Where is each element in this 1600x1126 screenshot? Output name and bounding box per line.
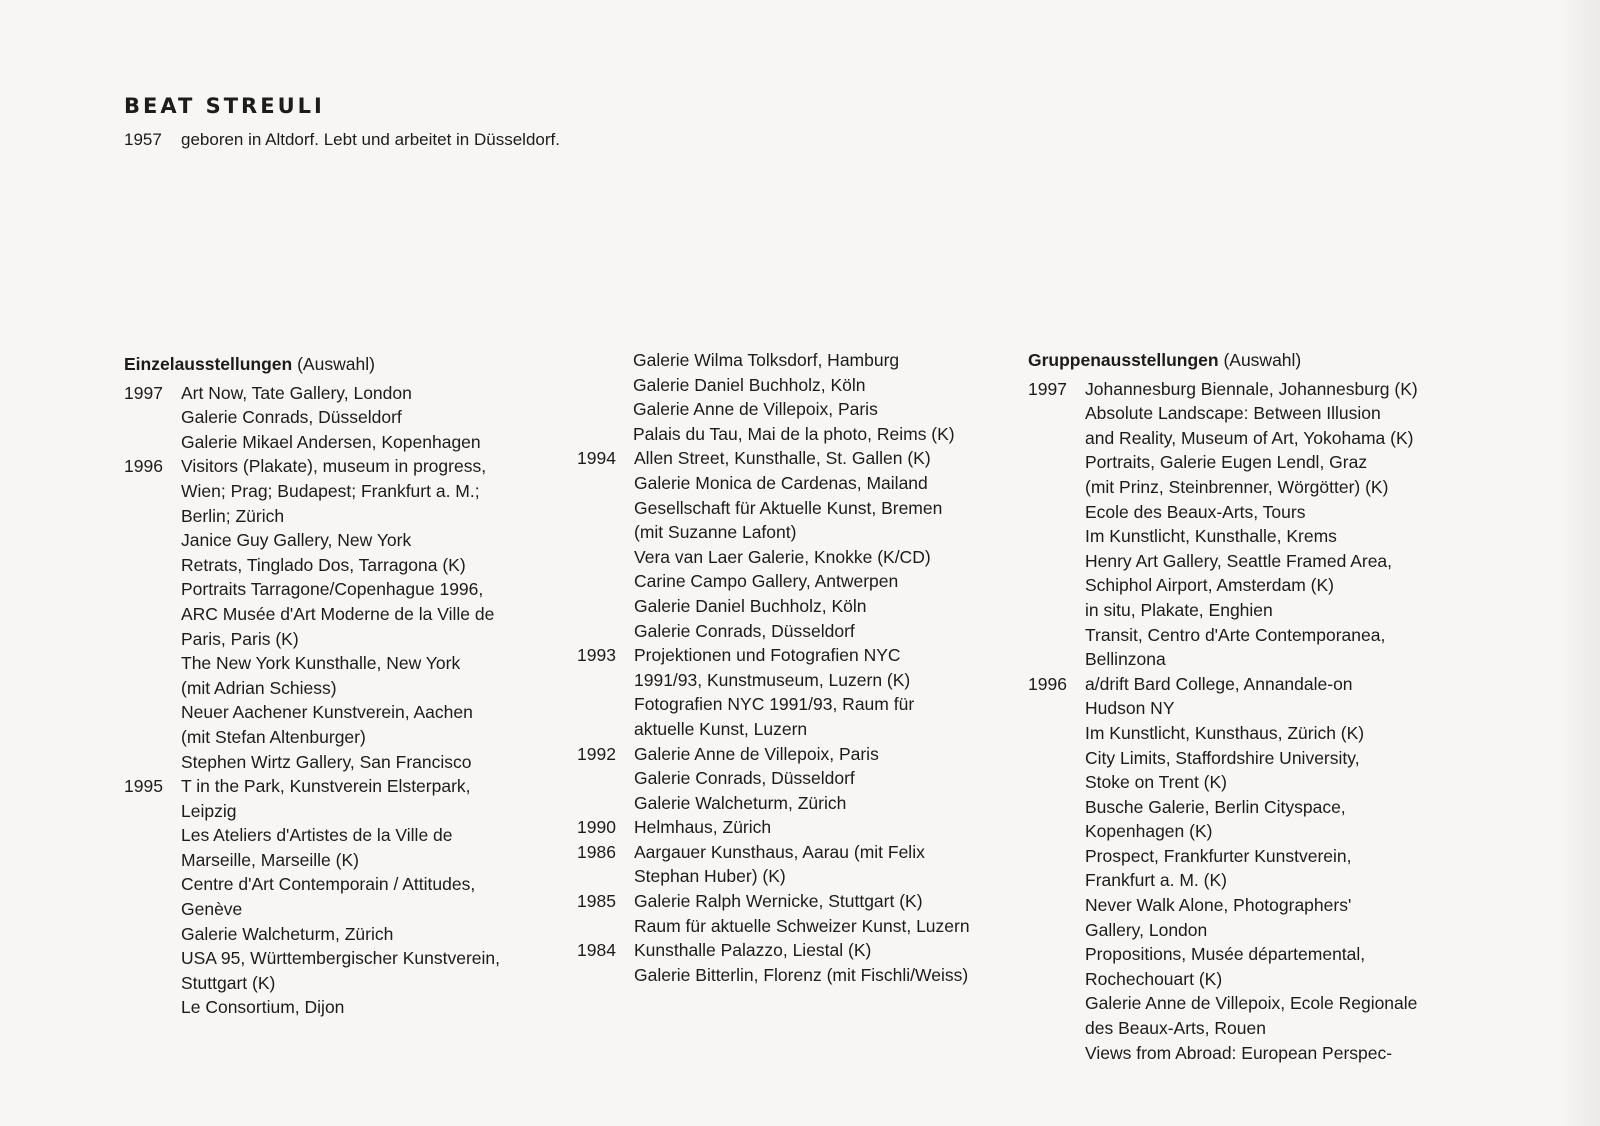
exhibition-year-entry bbox=[124, 774, 564, 1020]
exhibition-item: des Beaux-Arts, Rouen bbox=[1085, 1018, 1266, 1039]
exhibition-year-entry bbox=[577, 643, 1017, 741]
exhibition-item: Galerie Conrads, Düsseldorf bbox=[181, 407, 402, 428]
exhibition-item: 1991/93, Kunstmuseum, Luzern (K) bbox=[634, 669, 911, 690]
entry-items bbox=[634, 840, 1017, 889]
exhibition-item: Galerie Monica de Cardenas, Mailand bbox=[634, 472, 928, 493]
exhibition-item: Raum für aktuelle Schweizer Kunst, Luzern bbox=[634, 915, 970, 936]
exhibition-item: Aargauer Kunsthaus, Aarau (mit Felix bbox=[634, 841, 925, 862]
exhibition-item: and Reality, Museum of Art, Yokohama (K) bbox=[1085, 427, 1414, 448]
entry-year: 1986 bbox=[577, 841, 616, 862]
exhibition-item: in situ, Plakate, Enghien bbox=[1085, 599, 1273, 620]
entry-items bbox=[634, 889, 1017, 938]
exhibition-item: Kopenhagen (K) bbox=[1085, 821, 1213, 842]
exhibition-item: Genève bbox=[181, 899, 243, 920]
exhibition-item: Marseille, Marseille (K) bbox=[181, 849, 359, 870]
exhibition-item: Portraits Tarragone/Copenhague 1996, bbox=[181, 579, 484, 600]
exhibition-item: Galerie Anne de Villepoix, Ecole Regionale bbox=[1085, 993, 1418, 1014]
exhibition-item: Portraits, Galerie Eugen Lendl, Graz bbox=[1085, 452, 1368, 473]
exhibition-item: Carine Campo Gallery, Antwerpen bbox=[634, 571, 899, 592]
exhibition-item: Prospect, Frankfurter Kunstverein, bbox=[1085, 845, 1352, 866]
exhibition-item: (mit Adrian Schiess) bbox=[181, 677, 337, 698]
exhibition-item: Paris, Paris (K) bbox=[181, 628, 299, 649]
solo-list bbox=[124, 381, 564, 1020]
entry-items bbox=[1085, 377, 1478, 672]
entry-items bbox=[634, 938, 1017, 987]
exhibition-item: Kunsthalle Palazzo, Liestal (K) bbox=[634, 940, 872, 961]
exhibition-item: Johannesburg Biennale, Johannesburg (K) bbox=[1085, 378, 1418, 399]
exhibition-item: Busche Galerie, Berlin Cityspace, bbox=[1085, 796, 1346, 817]
entry-items bbox=[181, 381, 564, 455]
exhibition-item: Henry Art Gallery, Seattle Framed Area, bbox=[1085, 550, 1393, 571]
exhibition-item: Retrats, Tinglado Dos, Tarragona (K) bbox=[181, 554, 466, 575]
exhibition-year-entry bbox=[1028, 377, 1478, 672]
exhibition-item: Palais du Tau, Mai de la photo, Reims (K) bbox=[633, 423, 955, 444]
bio-year: 1957 bbox=[124, 130, 162, 149]
exhibition-year-entry bbox=[1028, 672, 1478, 1066]
exhibition-item: The New York Kunsthalle, New York bbox=[181, 653, 461, 674]
exhibition-item: (mit Suzanne Lafont) bbox=[634, 522, 797, 543]
exhibition-item: Leipzig bbox=[181, 800, 237, 821]
entry-year: 1985 bbox=[577, 891, 616, 912]
exhibition-item: T in the Park, Kunstverein Elsterpark, bbox=[181, 776, 471, 797]
exhibition-item: Galerie Walcheturm, Zürich bbox=[181, 923, 394, 944]
exhibition-year-entry bbox=[577, 742, 1017, 816]
exhibition-item: Galerie Conrads, Düsseldorf bbox=[634, 620, 855, 641]
entry-items bbox=[634, 643, 1017, 741]
exhibition-item: Frankfurt a. M. (K) bbox=[1085, 870, 1227, 891]
bio-line bbox=[124, 130, 560, 150]
exhibition-item: (mit Stefan Altenburger) bbox=[181, 726, 366, 747]
solo-continued-items bbox=[577, 348, 1017, 446]
group-list bbox=[1028, 377, 1478, 1066]
entry-year: 1994 bbox=[577, 448, 616, 469]
entry-year: 1992 bbox=[577, 743, 616, 764]
exhibition-item: Propositions, Musée départemental, bbox=[1085, 944, 1366, 965]
exhibition-item: (mit Prinz, Steinbrenner, Wörgötter) (K) bbox=[1085, 476, 1389, 497]
exhibition-item: Galerie Wilma Tolksdorf, Hamburg bbox=[633, 350, 900, 370]
exhibition-item: Berlin; Zürich bbox=[181, 505, 285, 526]
exhibition-item: Galerie Conrads, Düsseldorf bbox=[634, 768, 855, 789]
exhibition-item: Galerie Anne de Villepoix, Paris bbox=[633, 399, 878, 420]
exhibition-item: Allen Street, Kunsthalle, St. Gallen (K) bbox=[634, 448, 931, 469]
exhibition-year-entry bbox=[577, 938, 1017, 987]
entry-year: 1990 bbox=[577, 817, 616, 838]
exhibition-item: Ecole des Beaux-Arts, Tours bbox=[1085, 501, 1306, 522]
exhibition-item: Le Consortium, Dijon bbox=[181, 997, 345, 1018]
exhibition-item: Galerie Ralph Wernicke, Stuttgart (K) bbox=[634, 891, 923, 912]
exhibition-item: Bellinzona bbox=[1085, 649, 1166, 670]
exhibition-item: Im Kunstlicht, Kunsthalle, Krems bbox=[1085, 526, 1337, 547]
exhibition-item: City Limits, Staffordshire University, bbox=[1085, 747, 1360, 768]
exhibition-item: Transit, Centro d'Arte Contemporanea, bbox=[1085, 624, 1386, 645]
exhibition-item: ARC Musée d'Art Moderne de la Ville de bbox=[181, 603, 495, 624]
exhibition-item: Helmhaus, Zürich bbox=[634, 817, 772, 838]
exhibition-item: Gallery, London bbox=[1085, 919, 1208, 940]
exhibition-item: Rochechouart (K) bbox=[1085, 968, 1223, 989]
exhibition-item: Never Walk Alone, Photographers' bbox=[1085, 895, 1352, 916]
exhibition-item: Galerie Daniel Buchholz, Köln bbox=[634, 595, 867, 616]
solo-exhibitions-continued-column bbox=[577, 348, 1017, 987]
exhibition-item: Galerie Bitterlin, Florenz (mit Fischli/Weiss) bbox=[634, 964, 969, 985]
exhibition-item: Absolute Landscape: Between Illusion bbox=[1085, 403, 1381, 424]
exhibition-year-entry bbox=[124, 381, 564, 455]
exhibition-item: Vera van Laer Galerie, Knokke (K/CD) bbox=[634, 546, 931, 567]
exhibition-item: Wien; Prag; Budapest; Frankfurt a. M.; bbox=[181, 480, 480, 501]
exhibition-item: Im Kunstlicht, Kunsthaus, Zürich (K) bbox=[1085, 722, 1365, 743]
exhibition-item: Galerie Daniel Buchholz, Köln bbox=[633, 374, 866, 395]
group-exhibitions-column bbox=[1028, 348, 1478, 1065]
exhibition-item: USA 95, Württembergischer Kunstverein, bbox=[181, 948, 501, 969]
exhibition-year-entry bbox=[577, 815, 1017, 840]
exhibition-item: Galerie Walcheturm, Zürich bbox=[634, 792, 847, 813]
exhibition-item: Les Ateliers d'Artistes de la Ville de bbox=[181, 825, 453, 846]
page-edge-shadow bbox=[1560, 0, 1600, 1126]
solo-subheading: (Auswahl) bbox=[297, 354, 375, 374]
exhibition-item: Gesellschaft für Aktuelle Kunst, Bremen bbox=[634, 497, 943, 518]
entry-year: 1993 bbox=[577, 645, 616, 666]
entry-items bbox=[634, 446, 1017, 643]
group-subheading: (Auswahl) bbox=[1223, 350, 1302, 370]
exhibition-year-entry bbox=[577, 840, 1017, 889]
group-heading bbox=[1028, 348, 1478, 373]
solo-list-continued bbox=[577, 446, 1017, 987]
artist-name: BEAT STREULI bbox=[124, 94, 325, 118]
entry-items bbox=[634, 815, 1017, 840]
solo-heading-text: Einzelausstellungen bbox=[124, 354, 293, 374]
entry-year: 1995 bbox=[124, 776, 163, 797]
exhibition-item: Hudson NY bbox=[1085, 698, 1175, 719]
exhibition-item: a/drift Bard College, Annandale-on bbox=[1085, 673, 1353, 694]
exhibition-year-entry bbox=[124, 454, 564, 774]
exhibition-year-entry bbox=[577, 889, 1017, 938]
entry-year: 1997 bbox=[124, 382, 163, 403]
entry-year: 1984 bbox=[577, 940, 616, 961]
exhibition-item: Neuer Aachener Kunstverein, Aachen bbox=[181, 702, 473, 723]
solo-exhibitions-column bbox=[124, 352, 564, 1020]
exhibition-item: Stuttgart (K) bbox=[181, 972, 276, 993]
entry-items bbox=[634, 742, 1017, 816]
exhibition-item: Galerie Mikael Andersen, Kopenhagen bbox=[181, 431, 481, 452]
exhibition-item: Visitors (Plakate), museum in progress, bbox=[181, 456, 487, 477]
exhibition-item: Projektionen und Fotografien NYC bbox=[634, 645, 901, 666]
exhibition-year-entry bbox=[577, 446, 1017, 643]
entry-year: 1996 bbox=[124, 456, 163, 477]
exhibition-item: Schiphol Airport, Amsterdam (K) bbox=[1085, 575, 1334, 596]
exhibition-item: aktuelle Kunst, Luzern bbox=[634, 718, 808, 739]
entry-items bbox=[1085, 672, 1478, 1066]
exhibition-item: Stephan Huber) (K) bbox=[634, 866, 786, 887]
exhibition-item: Art Now, Tate Gallery, London bbox=[181, 382, 412, 403]
entry-items bbox=[181, 454, 564, 774]
exhibition-item: Janice Guy Gallery, New York bbox=[181, 530, 412, 551]
exhibition-item: Stephen Wirtz Gallery, San Francisco bbox=[181, 751, 472, 772]
entry-year: 1996 bbox=[1028, 673, 1067, 694]
exhibition-item: Centre d'Art Contemporain / Attitudes, bbox=[181, 874, 476, 895]
entry-items bbox=[181, 774, 564, 1020]
bio-text: geboren in Altdorf. Lebt und arbeitet in Düsseldorf. bbox=[181, 130, 560, 149]
exhibition-item: Stoke on Trent (K) bbox=[1085, 772, 1228, 793]
exhibition-item: Views from Abroad: European Perspec- bbox=[1085, 1042, 1393, 1063]
entry-year: 1997 bbox=[1028, 378, 1067, 399]
exhibition-item: Fotografien NYC 1991/93, Raum für bbox=[634, 694, 915, 715]
solo-heading bbox=[124, 352, 564, 377]
group-heading-text: Gruppenausstellungen bbox=[1028, 350, 1219, 370]
exhibition-item: Galerie Anne de Villepoix, Paris bbox=[634, 743, 879, 764]
